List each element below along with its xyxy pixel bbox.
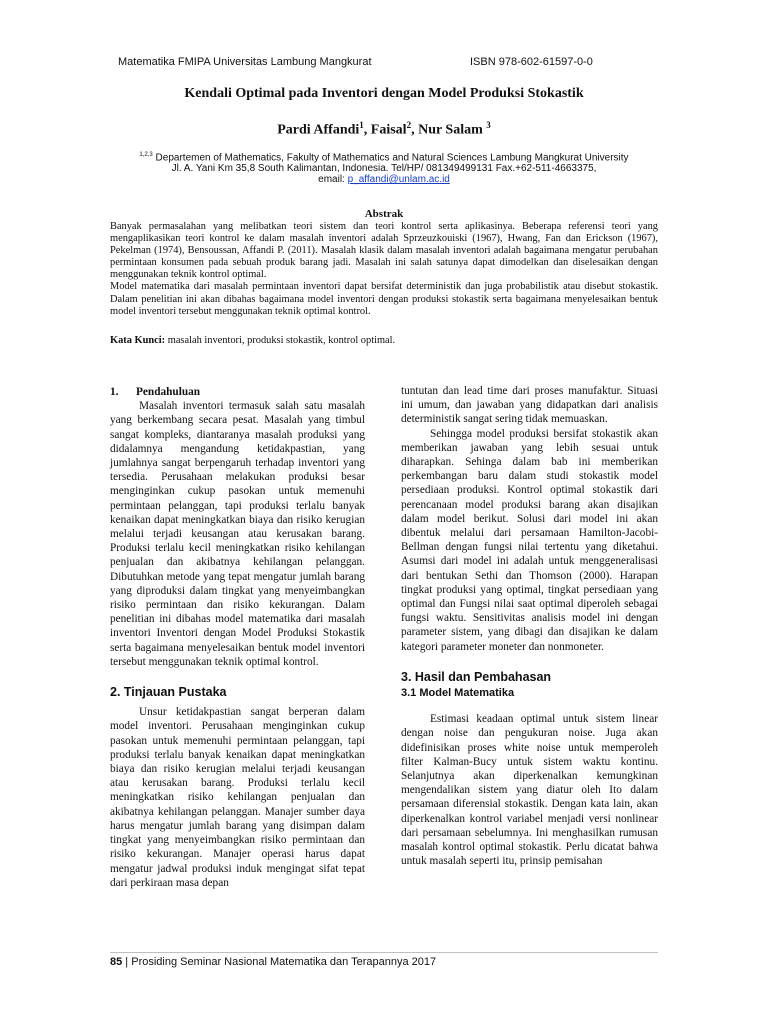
- affiliation-email-line: email: p_affandi@unlam.ac.id: [318, 174, 450, 186]
- keywords: [110, 335, 658, 346]
- author-separator: ,: [363, 122, 371, 138]
- affiliation: [0, 150, 768, 185]
- abstract-heading: Abstrak: [364, 208, 404, 220]
- page-footer: 85 | Prosiding Seminar Nasional Matematika dan Terapannya 2017: [110, 956, 437, 968]
- keywords-text: masalah inventori, produksi stokastik, kontrol optimal.: [165, 335, 396, 346]
- running-header-isbn: ISBN 978-602-61597-0-0: [470, 56, 593, 68]
- keywords-label: Kata Kunci:: [110, 335, 166, 346]
- affiliation-line-1: $^{1,2,3}$ Departemen of Mathematics, Fakulty of Mathematics and Natural Sciences Lambung Mangkurat University: [139, 152, 629, 164]
- author-name: Pardi Affandi: [277, 122, 360, 138]
- footer-text: Prosiding Seminar Nasional Matematika dan Terapannya 2017: [131, 956, 437, 968]
- abstract-paragraph: Banyak permasalahan yang melibatkan teori sistem dan teori kontrol serta aplikasinya. Beberapa referensi teori yang mengaplikasikan teori kontrol ke dalam masalah inventori adalah Sprzeuzkouiski (1967), Hwang, Fan dan Erickson (1967), Pekelman (1974), Bensoussan, Affandi P. (2011). Masalah klasik dalam masalah inventori adalah bagaimana mengatur perubahan permintaan konsumen pada sebuah produk barang jadi. Masalah ini salah satunya dapat dimodelkan dan diselesaikan dengan menggunakan teknik kontrol optimal.: [110, 221, 658, 281]
- author-name: Nur Salam: [418, 122, 487, 138]
- running-header-left: Matematika FMIPA Universitas Lambung Mangkurat: [118, 56, 372, 68]
- body-paragraph: Sehingga model produksi bersifat stokastik akan memberikan jawaban yang lebih sesuai untuk diharapkan. Sehinga dalam bab ini memberikan perkembangan baru dalam studi stokastik model persediaan produksi. Kontrol optimal stokastik dari perencanaan model produksi barang akan disajikan dalam model berikut. Solusi dari model ini akan dibentuk melalui dari persamaan Hamilton-Jacobi-Bellman dengan fungsi nilai tertentu yang diketahui. Asumsi dari model ini adalah untuk menggeneralisasi dari bentukan Sethi dan Thomson (2000). Harapan tingkat produksi yang optimal, tingkat persediaan yang optimal dan Fungsi nilai saat optimal diperoleh sebagai fungsi waktu. Sensitivitas analisis model ini dengan parameter sistem, yang dibagi dan disajikan ke dalam kategori parameter moneter dan nonmoneter.: [401, 427, 658, 653]
- author-affil-mark: 1: [359, 120, 364, 130]
- page-number: 85: [110, 956, 123, 968]
- section-heading-literature: 2. Tinjauan Pustaka: [110, 685, 227, 700]
- author-separator: ,: [411, 122, 419, 138]
- section-heading-results: 3. Hasil dan Pembahasan: [401, 669, 552, 684]
- abstract-paragraph: Model matematika dari masalah permintaan inventori dapat bersifat deterministik dan juga probabilistik atau disebut stokastik. Dalam penelitian ini akan dibahas bagaimana model inventori dengan produksi stokastik serta bagaimana menyelesaikan bentuk model inventori tersebut menggunakan teknik optimal kontrol.: [110, 281, 658, 317]
- paper-title: Kendali Optimal pada Inventori dengan Model Produksi Stokastik: [184, 86, 584, 101]
- author-list: [0, 120, 768, 139]
- right-column: [401, 384, 658, 869]
- subsection-heading-model: 3.1 Model Matematika: [401, 687, 515, 700]
- abstract-body: [110, 221, 658, 318]
- author-name: Faisal: [370, 122, 407, 138]
- affiliation-line-2: Jl. A. Yani Km 35,8 South Kalimantan, Indonesia. Tel/HP/ 081349499131 Fax.+62-511-4663375,: [171, 163, 597, 175]
- body-paragraph: tuntutan dan lead time dari proses manufaktur. Situasi ini umum, dan jawaban yang didapatkan dari analisis deterministik sangat sering tidak memuaskan.: [401, 385, 658, 426]
- body-paragraph: Estimasi keadaan optimal untuk sistem linear dengan noise dan pengukuran noise. Juga akan didefinisikan proses white noise untuk memperoleh filter Kalman-Bucy untuk sistem waktu kontinu. Selanjutnya akan diperkenalkan kemungkinan mengendalikan sistem yang diatur oleh Ito dalam persamaan diferensial stokastik. Dengan kata lain, akan diperkenalkan kontrol variabel menjadi versi nonlinear dari persamaan sebelumnya. Ini menghasilkan rumusan masalah kontrol optimal stokastik. Perlu dicatat bahwa untuk masalah seperti itu, prinsip pemisahan: [401, 713, 658, 868]
- left-column: [110, 385, 365, 890]
- email-link[interactable]: p_affandi@unlam.ac.id: [347, 174, 450, 186]
- author-affil-mark: 2: [406, 120, 412, 130]
- footer-divider: [110, 952, 658, 953]
- author-affil-mark: 3: [486, 120, 491, 130]
- body-paragraph: Unsur ketidakpastian sangat berperan dalam model inventori. Perusahaan menginginkan cukup pasokan untuk memenuhi permintaan pelanggan, tapi produksi terlalu banyak kenaikan dapat meningkatkan biaya dan risiko kerugian melalui terjadi keusangan atau kerusakan barang. Produksi terlalu kecil meningkatkan risiko kehilangan penjualan dan akibatnya kehilangan pelanggan. Manajer sumber daya harus mengatur jumlah barang yang disimpan dalam tingkat yang menyeimbangkan risiko permintaan dan risiko kekurangan. Manajer operasi harus dapat mengatur jadwal produksi induk mengingat sifat tepat dari perkiraan masa depan: [110, 706, 365, 889]
- body-paragraph: Masalah inventori termasuk salah satu masalah yang berkembang secara pesat. Masalah yang timbul sangat kompleks, diantaranya masalah produksi yang didalamnya mengandung ketidakpastian, yang jumlahnya sangat berpengaruh terhadap inventori yang tersedia. Perusahaan melakukan produksi besar menginginkan cukup pasokan untuk memenuhi permintaan pelanggan, tapi produksi terlalu banyak kenaikan dapat meningkatkan biaya dan risiko kerugian melalui terjadi keusangan atau kerusakan barang. Produksi terlalu kecil meningkatkan risiko kehilangan penjualan dan akibatnya kehilangan pelanggan. Dibutuhkan metode yang tepat mengatur jumlah barang yang diproduksi dalam tingkat yang menyeimbangkan risiko permintaan dan risiko kekurangan. Dalam penelitian ini dibahas model matematika dari masalah inventori Inventori dengan Model Produksi Stokastik serta bagaimana menyelesaikan bentuk model inventori tersebut menggunakan teknik optimal kontrol.: [110, 400, 365, 668]
- section-heading-introduction: 1. Pendahuluan: [110, 386, 201, 398]
